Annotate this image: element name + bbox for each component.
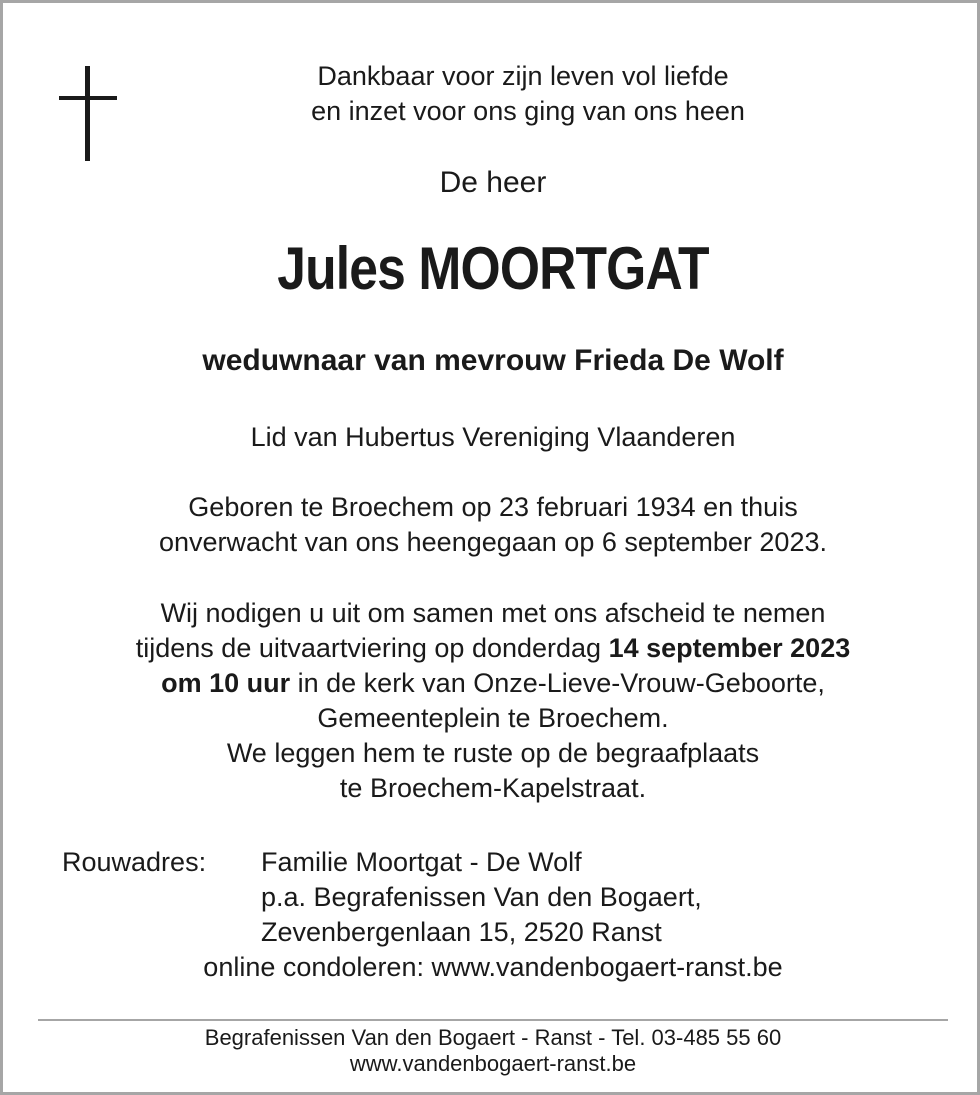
address-line-3: Zevenbergenlaan 15, 2520 Ranst	[261, 917, 662, 947]
honorific-title: De heer	[439, 166, 547, 199]
online-condolences: online condoleren: www.vandenbogaert-ranst.be	[203, 952, 783, 982]
footer-website: www.vandenbogaert-ranst.be	[349, 1051, 637, 1076]
address-label: Rouwadres:	[62, 847, 207, 877]
motto-line-1: Dankbaar voor zijn leven vol liefde	[317, 61, 729, 91]
address-block	[261, 845, 702, 950]
membership-line: Lid van Hubertus Vereniging Vlaanderen	[250, 422, 736, 452]
address-line-1: Familie Moortgat - De Wolf	[261, 847, 582, 877]
spouse-line: weduwnaar van mevrouw Frieda De Wolf	[202, 344, 784, 377]
funeral-time: om 10 uur	[161, 668, 291, 698]
footer-contact: Begrafenissen Van den Bogaert - Ranst - Tel. 03-485 55 60	[204, 1025, 782, 1050]
motto-line-2: en inzet voor ons ging van ons heen	[311, 96, 745, 126]
footer-divider	[38, 1019, 948, 1021]
address-line-2: p.a. Begrafenissen Van den Bogaert,	[261, 882, 702, 912]
funeral-date: 14 september 2023	[608, 633, 851, 663]
birth-line: Geboren te Broechem op 23 februari 1934 en thuis	[188, 492, 798, 522]
deceased-name: Jules MOORTGAT	[277, 235, 709, 302]
footer	[3, 1025, 980, 1077]
invitation-line-2	[3, 631, 980, 666]
invitation-line-2-text: tijdens de uitvaartviering op donderdag	[135, 633, 609, 663]
invitation-line-5: We leggen hem te ruste op de begraafplaats	[226, 738, 760, 768]
birth-death-text	[3, 490, 980, 560]
motto	[3, 59, 980, 129]
invitation-line-1: Wij nodigen u uit om samen met ons afscheid te nemen	[160, 598, 826, 628]
invitation-line-3-text: in de kerk van Onze-Lieve-Vrouw-Geboorte,	[290, 668, 825, 698]
death-line: onverwacht van ons heengegaan op 6 september 2023.	[159, 527, 827, 557]
invitation-line-6: te Broechem-Kapelstraat.	[339, 773, 647, 803]
funeral-invitation	[3, 596, 980, 806]
invitation-line-3	[3, 666, 980, 701]
invitation-line-4: Gemeenteplein te Broechem.	[317, 703, 669, 733]
